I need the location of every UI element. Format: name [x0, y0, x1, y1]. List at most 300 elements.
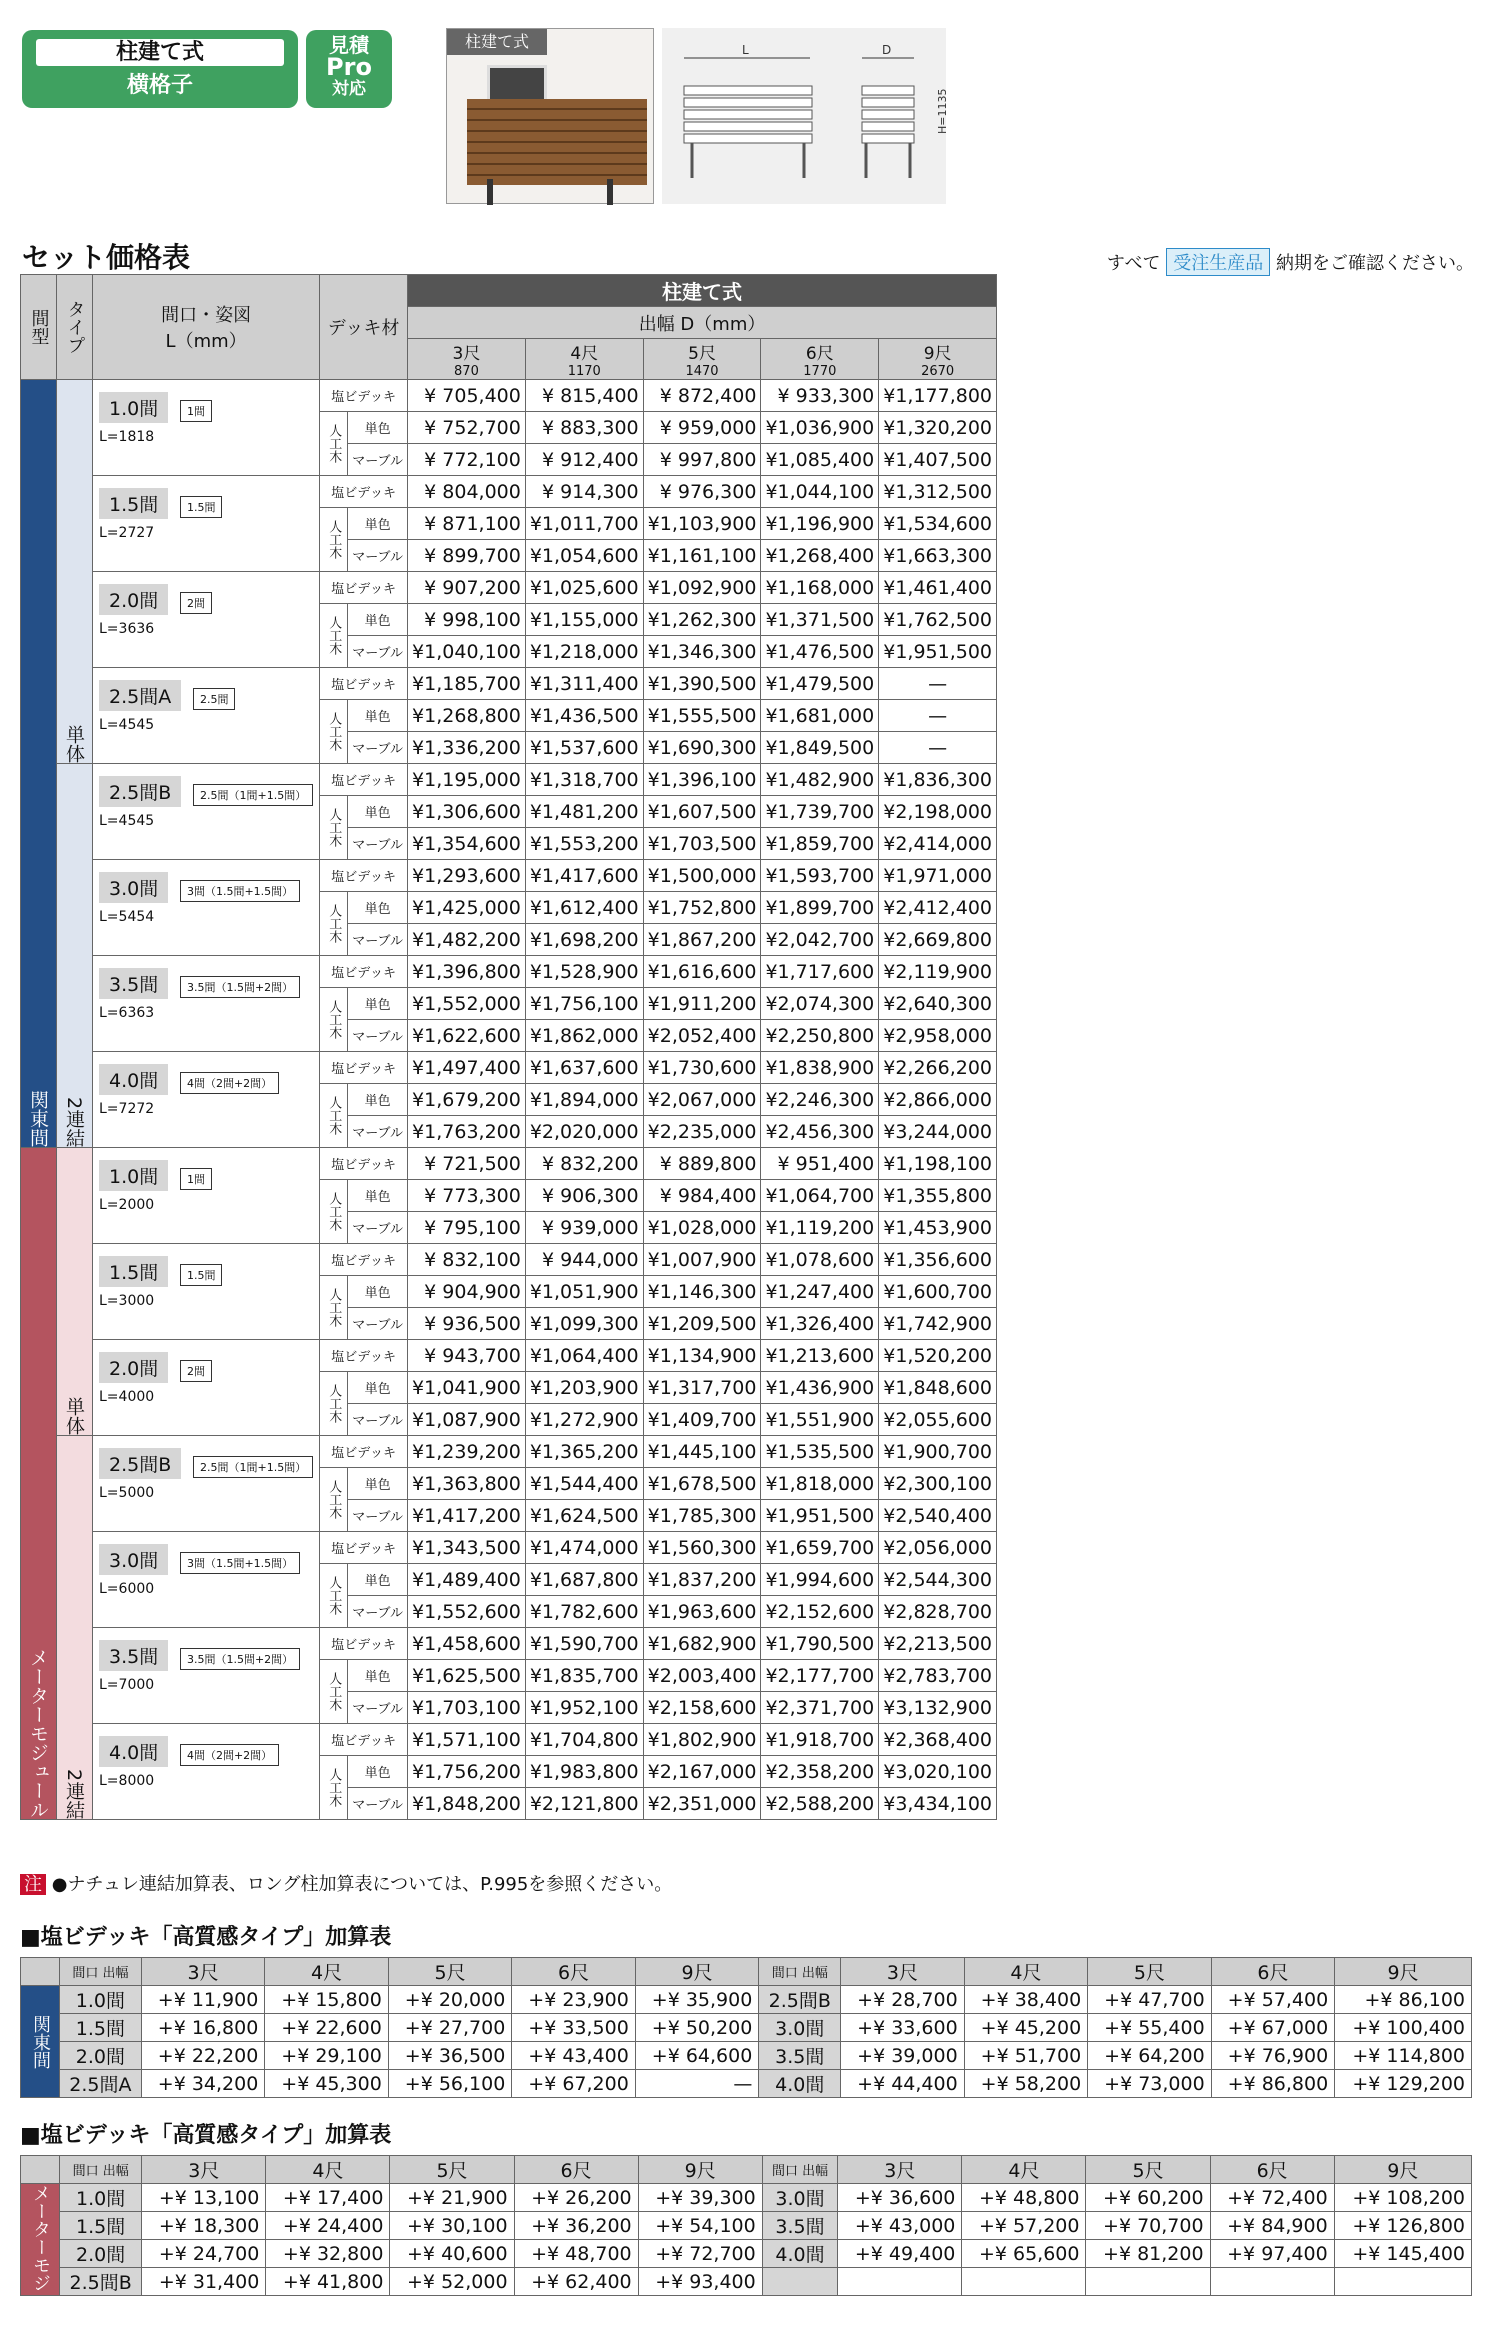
price-cell: ¥1,971,000: [879, 860, 997, 892]
add-cell: +¥ 45,200: [964, 2014, 1088, 2042]
price-cell: ¥1,363,800: [408, 1468, 526, 1500]
add-cell: [838, 2268, 962, 2296]
price-cell: ¥1,085,400: [761, 444, 879, 476]
product-badge: [22, 30, 298, 108]
price-cell: ¥1,900,700: [879, 1436, 997, 1468]
price-cell: ¥2,266,200: [879, 1052, 997, 1084]
price-cell: ¥1,848,600: [879, 1372, 997, 1404]
deck-label: 単色: [348, 1276, 408, 1308]
price-row: [21, 476, 997, 508]
add-cell: +¥ 44,400: [841, 2070, 965, 2098]
price-row: [21, 1148, 997, 1180]
price-cell: ¥1,703,100: [408, 1692, 526, 1724]
add-cell: +¥ 15,800: [265, 1986, 389, 2014]
size-cell: 2.0間 2間 L=4000: [93, 1340, 320, 1436]
price-cell: ¥1,177,800: [879, 380, 997, 412]
size-cell: 2.5間B 2.5間（1間+1.5間） L=4545: [93, 764, 320, 860]
add-cell: +¥ 45,300: [265, 2070, 389, 2098]
jin-label: 人工木: [320, 1180, 348, 1244]
size-cell: 3.0間 3間（1.5間+1.5間） L=6000: [93, 1532, 320, 1628]
price-cell: ¥2,020,000: [525, 1116, 643, 1148]
price-cell: ¥1,730,600: [643, 1052, 761, 1084]
add-cell: +¥ 47,700: [1088, 1986, 1212, 2014]
price-cell: ¥1,196,900: [761, 508, 879, 540]
price-cell: ¥1,247,400: [761, 1276, 879, 1308]
add-cell: +¥ 51,700: [964, 2042, 1088, 2070]
add-hdr: 6尺: [512, 1958, 636, 1986]
price-cell: ¥1,952,100: [525, 1692, 643, 1724]
price-cell: ¥ 998,100: [408, 604, 526, 636]
price-cell: ¥2,158,600: [643, 1692, 761, 1724]
price-cell: ¥1,213,600: [761, 1340, 879, 1372]
price-cell: ¥1,552,000: [408, 988, 526, 1020]
add-cell: +¥ 54,100: [638, 2212, 762, 2240]
add-cell: +¥ 17,400: [266, 2184, 390, 2212]
price-cell: ¥1,560,300: [643, 1532, 761, 1564]
size-cell: 1.0間 1間 L=1818: [93, 380, 320, 476]
add-cell: +¥ 21,900: [390, 2184, 514, 2212]
region-label: メーターモジュール: [21, 1148, 57, 1820]
add-cell: +¥ 11,900: [141, 1986, 265, 2014]
made-to-order-tag: 受注生産品: [1166, 248, 1270, 276]
price-cell: ¥1,346,300: [643, 636, 761, 668]
price-cell: ¥1,195,000: [408, 764, 526, 796]
add-cell: +¥ 65,600: [962, 2240, 1086, 2268]
add-cell: +¥ 57,200: [962, 2212, 1086, 2240]
price-cell: ¥2,958,000: [879, 1020, 997, 1052]
price-cell: ¥1,678,500: [643, 1468, 761, 1500]
price-cell: ¥1,320,200: [879, 412, 997, 444]
price-cell: ¥1,663,300: [879, 540, 997, 572]
deck-label: マーブル: [348, 444, 408, 476]
price-cell: ¥1,318,700: [525, 764, 643, 796]
price-cell: ¥2,052,400: [643, 1020, 761, 1052]
price-cell: ¥1,343,500: [408, 1532, 526, 1564]
jin-label: 人工木: [320, 1660, 348, 1724]
price-cell: ¥1,044,100: [761, 476, 879, 508]
price-cell: ¥ 959,000: [643, 412, 761, 444]
price-cell: ¥1,600,700: [879, 1276, 997, 1308]
add-cell: +¥ 43,000: [838, 2212, 962, 2240]
add2-title: ■塩ビデッキ「高質感タイプ」加算表: [20, 2123, 392, 2148]
price-row: [21, 1052, 997, 1084]
deck-label: 単色: [348, 508, 408, 540]
add-row: [21, 2240, 1472, 2268]
add-hdr: 4尺: [265, 1958, 389, 1986]
price-cell: ¥1,497,400: [408, 1052, 526, 1084]
footnote: [20, 1870, 672, 1896]
add-hdr: 9尺: [1334, 2156, 1471, 2184]
add-cell: +¥ 16,800: [141, 2014, 265, 2042]
price-cell: ¥1,782,600: [525, 1596, 643, 1628]
add-cell: +¥ 26,200: [514, 2184, 638, 2212]
size-cell: 1.5間 1.5間 L=3000: [93, 1244, 320, 1340]
price-cell: ¥2,055,600: [879, 1404, 997, 1436]
dimension-diagram: [662, 28, 949, 204]
price-cell: ¥1,659,700: [761, 1532, 879, 1564]
add-cell: 4.0間: [759, 2070, 841, 2098]
size-cell: 4.0間 4間（2間+2間） L=7272: [93, 1052, 320, 1148]
price-cell: ¥2,783,700: [879, 1660, 997, 1692]
add-cell: 3.5間: [759, 2042, 841, 2070]
add-row: 関東間 1.0間 +¥ 11,900 +¥ 15,800 +¥ 20,000 +¥ 23,900 +¥ 35,900 2.5間B +¥ 28,700 +¥ 38,400 +¥ 47,700 +¥ 57,400 +¥ 86,100: [21, 1986, 1472, 2014]
add-table-2: [20, 2118, 1472, 2346]
hdr-depth: 出幅 D（mm）: [408, 307, 997, 339]
price-cell: ¥1,311,400: [525, 668, 643, 700]
add-cell: 3.0間: [759, 2014, 841, 2042]
price-cell: ¥2,074,300: [761, 988, 879, 1020]
price-cell: ¥1,951,500: [761, 1500, 879, 1532]
price-cell: ¥2,167,000: [643, 1756, 761, 1788]
deck-label: 塩ビデッキ: [320, 1628, 408, 1660]
add-cell: +¥ 40,600: [390, 2240, 514, 2268]
price-cell: ¥1,537,600: [525, 732, 643, 764]
price-cell: ¥1,134,900: [643, 1340, 761, 1372]
price-cell: ¥1,425,000: [408, 892, 526, 924]
price-cell: ¥2,198,000: [879, 796, 997, 828]
size-cell: 1.5間 1.5間 L=2727: [93, 476, 320, 572]
jin-label: 人工木: [320, 604, 348, 668]
add-cell: +¥ 48,700: [514, 2240, 638, 2268]
add-cell: +¥ 64,200: [1088, 2042, 1212, 2070]
price-cell: ¥2,246,300: [761, 1084, 879, 1116]
price-cell: ¥1,103,900: [643, 508, 761, 540]
price-cell: ¥1,818,000: [761, 1468, 879, 1500]
jin-label: 人工木: [320, 892, 348, 956]
price-cell: ¥1,763,200: [408, 1116, 526, 1148]
section-title: セット価格表: [22, 241, 191, 274]
dim-L: L: [742, 43, 749, 57]
add-cell: +¥ 20,000: [388, 1986, 512, 2014]
price-cell: ¥1,553,200: [525, 828, 643, 860]
price-cell: ¥1,268,400: [761, 540, 879, 572]
post-image: [487, 179, 493, 205]
price-cell: ¥1,848,200: [408, 1788, 526, 1820]
price-row: [21, 764, 997, 796]
price-cell: ¥3,434,100: [879, 1788, 997, 1820]
price-cell: ¥1,625,500: [408, 1660, 526, 1692]
add-cell: +¥ 62,400: [514, 2268, 638, 2296]
price-cell: ¥1,417,200: [408, 1500, 526, 1532]
size-cell: 3.5間 3.5間（1.5間+2間） L=7000: [93, 1628, 320, 1724]
price-cell: ¥1,612,400: [525, 892, 643, 924]
hdr-col: 6尺 1770: [761, 339, 879, 380]
add-cell: +¥ 35,900: [635, 1986, 759, 2014]
add-cell: +¥ 24,700: [142, 2240, 266, 2268]
price-cell: ¥1,390,500: [643, 668, 761, 700]
price-cell: ¥1,739,700: [761, 796, 879, 828]
price-cell: ¥1,555,500: [643, 700, 761, 732]
add-cell: +¥ 39,000: [841, 2042, 965, 2070]
price-cell: ¥1,417,600: [525, 860, 643, 892]
deck-label: 単色: [348, 604, 408, 636]
price-cell: ¥1,168,000: [761, 572, 879, 604]
add-hdr: 4尺: [964, 1958, 1088, 1986]
add-cell: +¥ 86,800: [1211, 2070, 1335, 2098]
price-cell: ¥1,703,500: [643, 828, 761, 860]
price-cell: ¥1,682,900: [643, 1628, 761, 1660]
jin-label: 人工木: [320, 700, 348, 764]
price-row: [21, 1244, 997, 1276]
deck-label: 塩ビデッキ: [320, 1340, 408, 1372]
price-cell: ¥1,336,200: [408, 732, 526, 764]
price-cell: ¥2,177,700: [761, 1660, 879, 1692]
add-cell: [1334, 2268, 1471, 2296]
add-cell: +¥ 18,300: [142, 2212, 266, 2240]
size-cell: 3.0間 3間（1.5間+1.5間） L=5454: [93, 860, 320, 956]
price-cell: ¥2,235,000: [643, 1116, 761, 1148]
add-hdr: 9尺: [638, 2156, 762, 2184]
price-cell: ¥1,481,200: [525, 796, 643, 828]
price-cell: ¥1,185,700: [408, 668, 526, 700]
price-cell: ¥ 795,100: [408, 1212, 526, 1244]
price-cell: ¥ 832,100: [408, 1244, 526, 1276]
price-cell: ¥1,161,100: [643, 540, 761, 572]
add-cell: +¥ 108,200: [1334, 2184, 1471, 2212]
deck-label: 塩ビデッキ: [320, 668, 408, 700]
add-cell: +¥ 48,800: [962, 2184, 1086, 2212]
add-cell: +¥ 36,200: [514, 2212, 638, 2240]
add-cell: [962, 2268, 1086, 2296]
jin-label: 人工木: [320, 988, 348, 1052]
deck-label: マーブル: [348, 732, 408, 764]
price-table-container: [20, 274, 993, 1820]
add-cell: +¥ 67,200: [512, 2070, 636, 2098]
deck-label: マーブル: [348, 540, 408, 572]
price-cell: ¥1,326,400: [761, 1308, 879, 1340]
price-cell: ¥1,500,000: [643, 860, 761, 892]
price-cell: ¥ 933,300: [761, 380, 879, 412]
price-cell: ¥1,482,200: [408, 924, 526, 956]
hdr-lmm: L（mm）: [165, 331, 247, 352]
price-cell: ¥1,119,200: [761, 1212, 879, 1244]
price-cell: ¥1,007,900: [643, 1244, 761, 1276]
price-cell: ¥2,669,800: [879, 924, 997, 956]
price-cell: ¥1,616,600: [643, 956, 761, 988]
price-row: [21, 956, 997, 988]
price-cell: ¥1,041,900: [408, 1372, 526, 1404]
mp-line3: 対応: [332, 79, 366, 99]
add-cell: +¥ 76,900: [1211, 2042, 1335, 2070]
price-cell: ¥1,528,900: [525, 956, 643, 988]
price-cell: ¥1,762,500: [879, 604, 997, 636]
price-cell: ¥1,239,200: [408, 1436, 526, 1468]
price-cell: ¥1,698,200: [525, 924, 643, 956]
price-cell: ¥2,351,000: [643, 1788, 761, 1820]
hdr-col: 5尺 1470: [643, 339, 761, 380]
price-cell: ¥ 721,500: [408, 1148, 526, 1180]
price-cell: ¥1,622,600: [408, 1020, 526, 1052]
add-cell: +¥ 13,100: [142, 2184, 266, 2212]
price-cell: ¥1,571,100: [408, 1724, 526, 1756]
mp-line2: Pro: [326, 53, 372, 81]
add-cell: 2.5間A: [60, 2070, 142, 2098]
price-cell: ¥ 752,700: [408, 412, 526, 444]
type-label: 2連結: [57, 1436, 93, 1820]
add-hdr: 6尺: [1210, 2156, 1334, 2184]
price-cell: ¥1,476,500: [761, 636, 879, 668]
price-cell: ¥1,051,900: [525, 1276, 643, 1308]
add-cell: +¥ 31,400: [142, 2268, 266, 2296]
price-cell: ¥3,132,900: [879, 1692, 997, 1724]
add-cell: +¥ 86,100: [1335, 1986, 1472, 2014]
add-cell: +¥ 126,800: [1334, 2212, 1471, 2240]
price-cell: ¥ 773,300: [408, 1180, 526, 1212]
add-cell: +¥ 29,100: [265, 2042, 389, 2070]
price-cell: ¥1,092,900: [643, 572, 761, 604]
price-cell: ¥1,146,300: [643, 1276, 761, 1308]
price-cell: ¥1,365,200: [525, 1436, 643, 1468]
add-row: メーターモジュール 1.0間 +¥ 13,100 +¥ 17,400 +¥ 21,900 +¥ 26,200 +¥ 39,300 3.0間 +¥ 36,600 +¥ 48,800 +¥ 60,200 +¥ 72,400 +¥ 108,200: [21, 2184, 1472, 2212]
price-cell: ¥1,312,500: [879, 476, 997, 508]
add-cell: +¥ 33,600: [841, 2014, 965, 2042]
deck-label: 塩ビデッキ: [320, 1436, 408, 1468]
add-hdr: 6尺: [514, 2156, 638, 2184]
add1-table: [20, 1957, 1472, 2098]
add-cell: +¥ 30,100: [390, 2212, 514, 2240]
hdr-col: 9尺 2670: [879, 339, 997, 380]
price-cell: ¥2,003,400: [643, 1660, 761, 1692]
price-cell: ¥2,119,900: [879, 956, 997, 988]
price-cell: ¥1,837,200: [643, 1564, 761, 1596]
add-cell: +¥ 129,200: [1335, 2070, 1472, 2098]
size-cell: 2.5間A 2.5間 L=4545: [93, 668, 320, 764]
price-cell: ¥1,396,800: [408, 956, 526, 988]
add-cell: 1.5間: [60, 2212, 142, 2240]
price-cell: ¥ 889,800: [643, 1148, 761, 1180]
price-cell: ¥ 907,200: [408, 572, 526, 604]
add-hdr: 間口 出幅: [60, 2156, 142, 2184]
deck-label: 単色: [348, 412, 408, 444]
hdr-type: 間型: [21, 275, 57, 380]
price-cell: ¥1,099,300: [525, 1308, 643, 1340]
hdr-col: 4尺 1170: [525, 339, 643, 380]
jin-label: 人工木: [320, 1756, 348, 1820]
add-hdr: 間口 出幅: [762, 2156, 838, 2184]
price-cell: ¥1,704,800: [525, 1724, 643, 1756]
badge-title: 柱建て式: [36, 39, 284, 66]
add-cell: +¥ 23,900: [512, 1986, 636, 2014]
add-hdr: 9尺: [1335, 1958, 1472, 1986]
deck-label: 塩ビデッキ: [320, 1052, 408, 1084]
note-post: 納期をご確認ください。: [1276, 253, 1474, 274]
price-cell: ¥1,849,500: [761, 732, 879, 764]
price-cell: ¥1,756,100: [525, 988, 643, 1020]
price-cell: ¥ 936,500: [408, 1308, 526, 1340]
price-cell: ¥1,306,600: [408, 796, 526, 828]
price-cell: ¥1,867,200: [643, 924, 761, 956]
add-cell: +¥ 22,600: [265, 2014, 389, 2042]
price-cell: ¥1,838,900: [761, 1052, 879, 1084]
add-row: [21, 2212, 1472, 2240]
price-cell: ¥1,690,300: [643, 732, 761, 764]
price-cell: ¥ 883,300: [525, 412, 643, 444]
add-hdr: 3尺: [841, 1958, 965, 1986]
region-label: 関東間: [21, 380, 57, 1148]
price-cell: ¥ 872,400: [643, 380, 761, 412]
size-cell: 2.5間B 2.5間（1間+1.5間） L=5000: [93, 1436, 320, 1532]
add-hdr: 5尺: [1086, 2156, 1210, 2184]
price-cell: ¥1,155,000: [525, 604, 643, 636]
deck-label: マーブル: [348, 1212, 408, 1244]
deck-image: [467, 99, 647, 185]
price-cell: ¥1,407,500: [879, 444, 997, 476]
add-row: [21, 2070, 1472, 2098]
hdr-maguchi-label: 間口・姿図: [161, 305, 252, 326]
deck-label: 単色: [348, 1660, 408, 1692]
add-cell: +¥ 72,700: [638, 2240, 762, 2268]
dimension-svg: [662, 28, 949, 204]
price-cell: ¥2,828,700: [879, 1596, 997, 1628]
jin-label: 人工木: [320, 412, 348, 476]
add-hdr: 5尺: [1088, 1958, 1212, 1986]
price-cell: ¥2,121,800: [525, 1788, 643, 1820]
deck-label: 単色: [348, 1756, 408, 1788]
type-label: 単体: [57, 380, 93, 764]
product-photo: [446, 28, 654, 204]
price-cell: ¥ 997,800: [643, 444, 761, 476]
add-cell: +¥ 24,400: [266, 2212, 390, 2240]
jin-label: 人工木: [320, 1372, 348, 1436]
price-cell: ¥1,520,200: [879, 1340, 997, 1372]
price-cell: ¥ 939,000: [525, 1212, 643, 1244]
price-cell: ¥2,368,400: [879, 1724, 997, 1756]
add-cell: +¥ 33,500: [512, 2014, 636, 2042]
add-row: [21, 2042, 1472, 2070]
price-cell: ¥1,862,000: [525, 1020, 643, 1052]
price-cell: ¥1,551,900: [761, 1404, 879, 1436]
add-row: [21, 2014, 1472, 2042]
price-cell: ¥2,042,700: [761, 924, 879, 956]
price-row: [21, 380, 997, 412]
price-row: [21, 668, 997, 700]
add-cell: +¥ 93,400: [638, 2268, 762, 2296]
type-label: 2連結: [57, 764, 93, 1148]
add-cell: +¥ 58,200: [964, 2070, 1088, 2098]
add-cell: +¥ 52,000: [390, 2268, 514, 2296]
price-cell: ¥1,681,000: [761, 700, 879, 732]
deck-label: 塩ビデッキ: [320, 860, 408, 892]
price-row: [21, 1532, 997, 1564]
price-cell: ¥2,067,000: [643, 1084, 761, 1116]
add-cell: +¥ 145,400: [1334, 2240, 1471, 2268]
note-pre: すべて: [1106, 253, 1161, 274]
price-cell: ¥2,640,300: [879, 988, 997, 1020]
price-cell: ¥ 912,400: [525, 444, 643, 476]
price-cell: ¥ 832,200: [525, 1148, 643, 1180]
price-cell: ¥1,752,800: [643, 892, 761, 924]
price-cell: ¥1,064,700: [761, 1180, 879, 1212]
add-cell: +¥ 38,400: [964, 1986, 1088, 2014]
jin-label: 人工木: [320, 796, 348, 860]
deck-label: マーブル: [348, 1404, 408, 1436]
deck-label: マーブル: [348, 1020, 408, 1052]
price-cell: ¥1,198,100: [879, 1148, 997, 1180]
price-cell: ¥ 772,100: [408, 444, 526, 476]
add-hdr: 間口 出幅: [60, 1958, 142, 1986]
add-cell: [1086, 2268, 1210, 2296]
price-cell: ¥1,356,600: [879, 1244, 997, 1276]
price-row: [21, 1340, 997, 1372]
price-cell: ¥1,064,400: [525, 1340, 643, 1372]
add-cell: +¥ 64,600: [635, 2042, 759, 2070]
jin-label: 人工木: [320, 1564, 348, 1628]
price-cell: ¥1,355,800: [879, 1180, 997, 1212]
add-cell: 4.0間: [762, 2240, 838, 2268]
add-cell: 1.5間: [60, 2014, 142, 2042]
add-cell: +¥ 55,400: [1088, 2014, 1212, 2042]
price-cell: ¥1,479,500: [761, 668, 879, 700]
